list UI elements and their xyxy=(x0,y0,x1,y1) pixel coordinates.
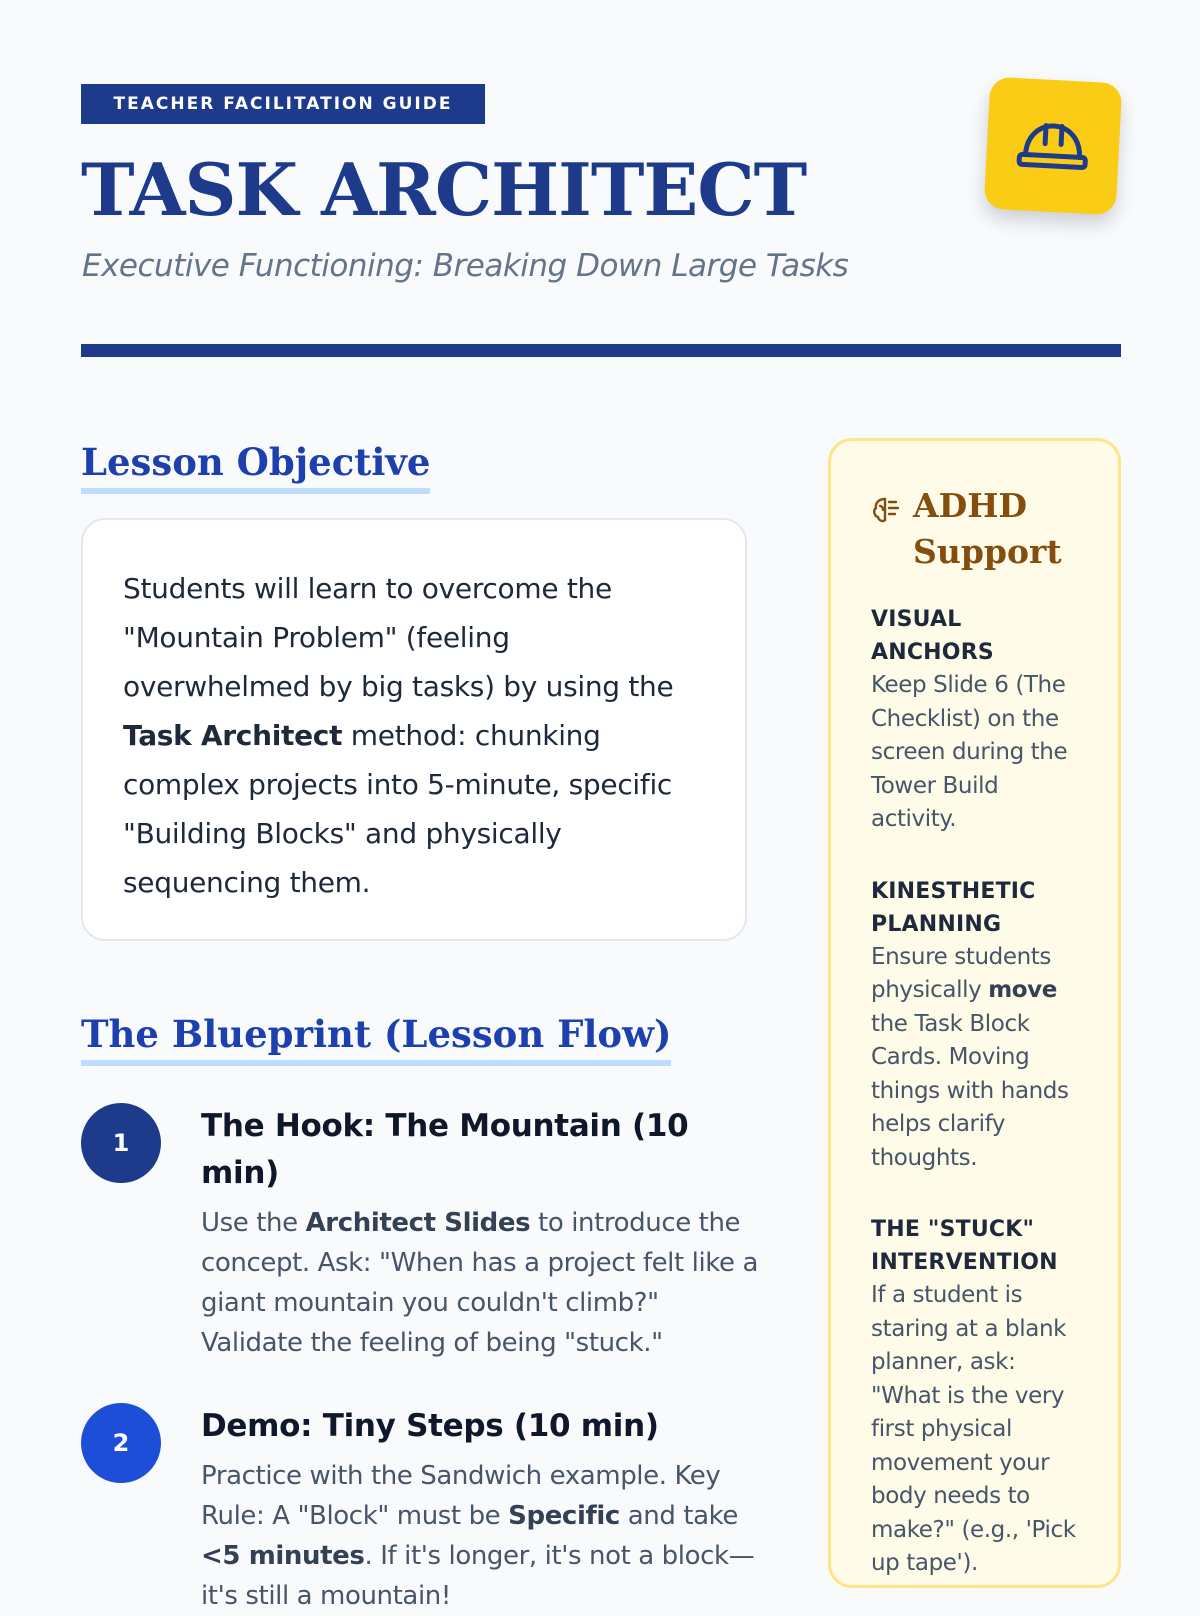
tip-text: Ensure students physically move the Task Block Cards. Moving things with hands helps clarify thoughts. xyxy=(871,943,1069,1171)
brain-icon xyxy=(871,495,901,525)
objective-heading: Lesson Objective xyxy=(81,438,430,494)
objective-card xyxy=(81,518,747,941)
blueprint-heading: The Blueprint (Lesson Flow) xyxy=(81,1010,671,1066)
page-subtitle: Executive Functioning: Breaking Down Large Tasks xyxy=(82,248,849,284)
step-title: Demo: Tiny Steps (10 min) xyxy=(201,1408,659,1444)
page-title: TASK ARCHITECT xyxy=(81,147,807,232)
header-divider xyxy=(81,344,1121,357)
guide-type-tag: TEACHER FACILITATION GUIDE xyxy=(81,84,485,124)
adhd-support-sidebar xyxy=(828,438,1121,1588)
step-number-badge: 1 xyxy=(81,1103,161,1183)
tip-title: KINESTHETIC PLANNING xyxy=(871,878,1036,937)
hard-hat-icon xyxy=(1014,114,1091,178)
tip-text: Keep Slide 6 (The Checklist) on the screen during the Tower Build activity. xyxy=(871,672,1068,832)
step-title: The Hook: The Mountain (10 min) xyxy=(201,1108,689,1191)
tip-title: VISUAL ANCHORS xyxy=(871,607,994,665)
support-tip xyxy=(871,603,1078,837)
facilitation-guide-page xyxy=(81,0,1121,1611)
hard-hat-badge xyxy=(984,77,1123,216)
step-description: Practice with the Sandwich example. Key Rule: A "Block" must be Specific and take <5 minutes. If it's longer, it's not a block—it's still a mountain! xyxy=(201,1461,755,1611)
tip-text: If a student is staring at a blank planner, ask: "What is the very first physical movement your body needs to make?" (e.g., 'Pick up tape'). xyxy=(871,1282,1076,1576)
sidebar-title: ADHD Support xyxy=(913,486,1062,571)
step-description: Use the Architect Slides to introduce the concept. Ask: "When has a project felt like a giant mountain you couldn't climb?" Validate the feeling of being "stuck." xyxy=(201,1208,759,1358)
objective-method-name: Task Architect xyxy=(123,719,343,752)
tip-title: THE "STUCK" INTERVENTION xyxy=(871,1217,1058,1275)
support-tip xyxy=(871,875,1078,1176)
step-number-badge: 2 xyxy=(81,1403,161,1483)
objective-text: Students will learn to overcome the "Mountain Problem" (feeling overwhelmed by big tasks) by using the Task Architect method: chunking complex projects into 5-minute, specific "Building Blocks" and physically sequencing them. xyxy=(123,572,674,899)
support-tip xyxy=(871,1213,1078,1581)
